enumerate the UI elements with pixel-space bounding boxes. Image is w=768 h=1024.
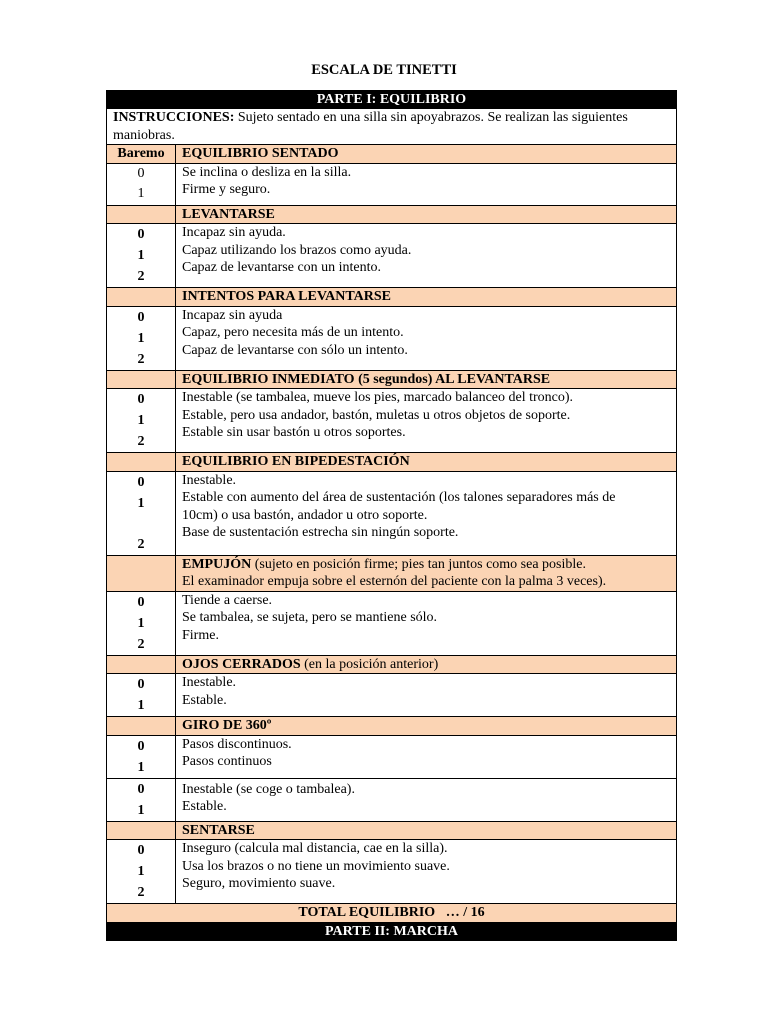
section-header: EQUILIBRIO INMEDIATO (5 segundos) AL LEVANTARSE	[176, 370, 677, 389]
score-value: 1	[137, 185, 145, 201]
description-cell	[176, 163, 677, 205]
score-value: 0	[137, 677, 145, 692]
section-header	[176, 655, 677, 674]
score-value: 0	[137, 474, 145, 490]
document-title: ESCALA DE TINETTI	[311, 62, 457, 78]
section-header-row	[107, 288, 677, 307]
description-cell	[176, 778, 677, 821]
score-cell	[107, 735, 176, 778]
description-line: Estable con aumento del área de sustentación (los talones separadores más de	[182, 490, 616, 505]
section-items-row	[107, 840, 677, 904]
instructions-cell	[107, 109, 677, 145]
score-gap	[113, 514, 169, 534]
score-value: 0	[137, 309, 145, 325]
part2-title: PARTE II: MARCHA	[107, 922, 677, 940]
section-header-title: OJOS CERRADOS	[182, 656, 301, 672]
score-value: 0	[137, 227, 145, 242]
score-value: 1	[137, 864, 145, 879]
section-items-row	[107, 778, 677, 821]
section-header: EQUILIBRIO SENTADO	[176, 145, 677, 164]
total-equilibrio: TOTAL EQUILIBRIO … / 16	[107, 904, 677, 923]
score-value: 1	[137, 615, 145, 631]
description-line: Incapaz sin ayuda	[182, 307, 283, 323]
section-header: SENTARSE	[176, 821, 677, 840]
section-header-row	[107, 717, 677, 736]
score-cell	[107, 591, 176, 655]
description-line: Inestable.	[182, 472, 237, 488]
score-cell	[107, 471, 176, 555]
score-value: 0	[137, 738, 145, 754]
score-cell	[107, 840, 176, 904]
score-cell	[107, 389, 176, 453]
section-items-row	[107, 163, 677, 205]
description-line: Estable.	[182, 692, 227, 708]
description-cell	[176, 471, 677, 555]
section-header-note: El examinador empuja sobre el esternón del paciente con la palma 3 veces).	[182, 574, 607, 589]
empty-score-cell	[107, 205, 176, 224]
section-header-note: (sujeto en posición firme; pies tan juntos como sea posible.	[254, 556, 586, 572]
description-line: Capaz, pero necesita más de un intento.	[182, 325, 404, 340]
empty-score-cell	[107, 370, 176, 389]
description-line: Firme.	[182, 627, 219, 643]
description-line: Capaz utilizando los brazos como ayuda.	[182, 242, 412, 258]
baremo-column-header: Baremo	[107, 145, 176, 164]
description-line: Estable sin usar bastón u otros soportes.	[182, 425, 406, 440]
section-header-row	[107, 453, 677, 472]
description-line: Capaz de levantarse con sólo un intento.	[182, 342, 408, 358]
score-value: 2	[137, 536, 145, 552]
score-cell	[107, 306, 176, 370]
description-cell	[176, 389, 677, 453]
section-header-row	[107, 555, 677, 591]
part2-header-row	[107, 922, 677, 940]
empty-score-cell	[107, 655, 176, 674]
score-cell	[107, 674, 176, 717]
part1-header-row	[107, 91, 677, 109]
section-header: INTENTOS PARA LEVANTARSE	[176, 288, 677, 307]
description-line: 10cm) o usa bastón, andador u otro soporte.	[182, 507, 428, 523]
tinetti-table	[106, 90, 677, 941]
score-value: 0	[137, 392, 145, 407]
section-header	[176, 555, 677, 591]
section-header-row	[107, 655, 677, 674]
section-header-row	[107, 145, 677, 164]
score-value: 1	[137, 413, 145, 428]
description-line: Seguro, movimiento suave.	[182, 876, 336, 891]
score-value: 0	[137, 843, 145, 858]
part1-title: PARTE I: EQUILIBRIO	[107, 91, 677, 109]
section-items-row	[107, 471, 677, 555]
score-cell	[107, 163, 176, 205]
section-header: LEVANTARSE	[176, 205, 677, 224]
instructions-text: Sujeto sentado en una silla sin apoyabrazos. Se realizan las siguientes maniobras.	[113, 110, 628, 143]
description-line: Pasos continuos	[182, 754, 272, 769]
total-row	[107, 904, 677, 923]
section-header-row	[107, 821, 677, 840]
score-cell	[107, 224, 176, 288]
score-value: 0	[137, 594, 145, 610]
score-cell	[107, 778, 176, 821]
instructions-row	[107, 109, 677, 145]
section-header-row	[107, 370, 677, 389]
section-items-row	[107, 591, 677, 655]
description-line: Base de sustentación estrecha sin ningún soporte.	[182, 525, 459, 540]
description-cell	[176, 591, 677, 655]
description-line: Inseguro (calcula mal distancia, cae en la silla).	[182, 841, 448, 856]
description-line: Capaz de levantarse con un intento.	[182, 260, 382, 275]
section-header-note: (en la posición anterior)	[304, 656, 439, 672]
score-value: 1	[137, 759, 145, 775]
section-header: EQUILIBRIO EN BIPEDESTACIÓN	[176, 453, 677, 472]
score-value: 1	[137, 330, 145, 346]
score-value: 1	[137, 495, 145, 511]
empty-score-cell	[107, 555, 176, 591]
description-cell	[176, 840, 677, 904]
empty-score-cell	[107, 288, 176, 307]
score-value: 0	[137, 781, 145, 797]
empty-score-cell	[107, 453, 176, 472]
description-line: Firme y seguro.	[182, 182, 271, 197]
score-value: 1	[137, 698, 145, 713]
score-value: 0	[137, 165, 145, 181]
score-value: 2	[137, 636, 145, 652]
score-value: 1	[137, 802, 145, 818]
description-line: Pasos discontinuos.	[182, 736, 292, 752]
instructions-label: INSTRUCCIONES:	[113, 110, 235, 125]
description-line: Incapaz sin ayuda.	[182, 225, 286, 240]
description-cell	[176, 674, 677, 717]
score-value: 2	[137, 434, 145, 449]
description-line: Estable.	[182, 799, 227, 814]
section-items-row	[107, 735, 677, 778]
score-value: 2	[137, 351, 145, 367]
empty-score-cell	[107, 717, 176, 736]
section-items-row	[107, 224, 677, 288]
description-line: Tiende a caerse.	[182, 592, 273, 608]
description-line: Inestable.	[182, 675, 237, 690]
section-header-row	[107, 205, 677, 224]
description-line: Estable, pero usa andador, bastón, muletas u otros objetos de soporte.	[182, 407, 571, 423]
description-line: Inestable (se coge o tambalea).	[182, 781, 355, 797]
description-cell	[176, 735, 677, 778]
section-items-row	[107, 389, 677, 453]
description-line: Se inclina o desliza en la silla.	[182, 164, 352, 180]
score-value: 2	[137, 885, 145, 900]
section-items-row	[107, 306, 677, 370]
empty-score-cell	[107, 821, 176, 840]
description-cell	[176, 306, 677, 370]
score-value: 1	[137, 248, 145, 263]
score-value: 2	[137, 269, 145, 284]
section-items-row	[107, 674, 677, 717]
section-header-title: EMPUJÓN	[182, 556, 252, 572]
description-cell	[176, 224, 677, 288]
section-header: GIRO DE 360º	[176, 717, 677, 736]
description-line: Se tambalea, se sujeta, pero se mantiene sólo.	[182, 610, 438, 625]
description-line: Inestable (se tambalea, mueve los pies, marcado balanceo del tronco).	[182, 390, 574, 405]
description-line: Usa los brazos o no tiene un movimiento suave.	[182, 858, 450, 874]
